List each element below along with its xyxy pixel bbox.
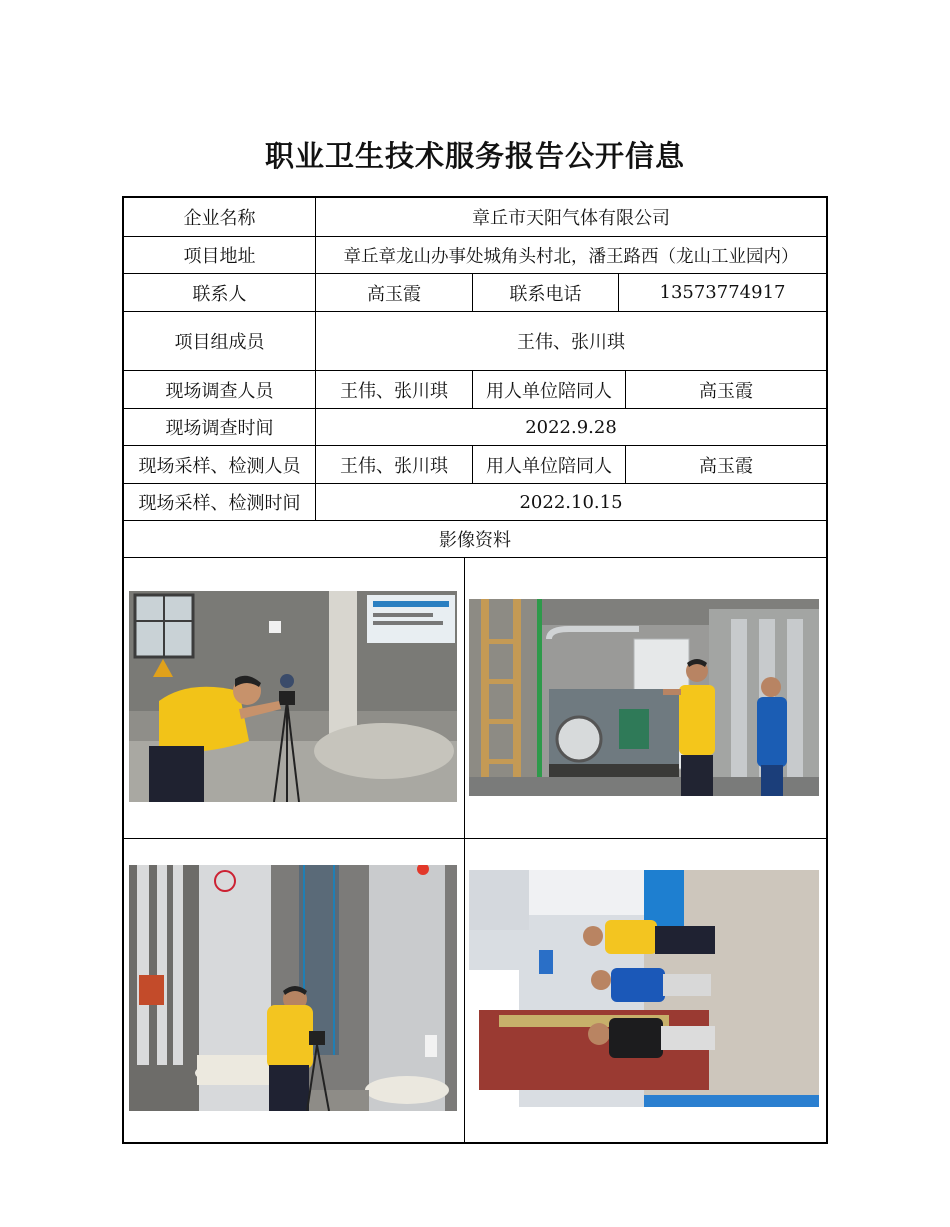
project-address-label: 项目地址 xyxy=(124,237,316,274)
survey-staff-value: 王伟、张川琪 xyxy=(316,371,473,409)
team-members-value: 王伟、张川琪 xyxy=(316,312,826,371)
contact-label: 联系人 xyxy=(124,274,316,312)
company-name-value: 章丘市天阳气体有限公司 xyxy=(316,198,826,237)
survey-companion-label: 用人单位陪同人 xyxy=(473,371,626,409)
company-name-label: 企业名称 xyxy=(124,198,316,237)
sampling-staff-label: 现场采样、检测人员 xyxy=(124,446,316,484)
worker-with-tripod-instrument-photo xyxy=(129,591,457,802)
sampling-companion-label: 用人单位陪同人 xyxy=(473,446,626,484)
phone-label: 联系电话 xyxy=(473,274,619,312)
survey-staff-label: 现场调查人员 xyxy=(124,371,316,409)
survey-companion-value: 高玉霞 xyxy=(626,371,826,409)
survey-time-label: 现场调查时间 xyxy=(124,409,316,446)
page-title: 职业卫生技术服务报告公开信息 xyxy=(264,139,685,173)
sampling-companion-value: 高玉霞 xyxy=(626,446,826,484)
team-members-label: 项目组成员 xyxy=(124,312,316,371)
tank-area-sampling-photo xyxy=(129,865,457,1111)
compressor-equipment-inspection-photo xyxy=(469,599,819,796)
contact-value: 高玉霞 xyxy=(316,274,473,312)
sampling-time-label: 现场采样、检测时间 xyxy=(124,484,316,521)
sampling-staff-value: 王伟、张川琪 xyxy=(316,446,473,484)
team-group-outdoor-photo xyxy=(469,870,819,1107)
project-address-value: 章丘章龙山办事处城角头村北，潘王路西（龙山工业园内） xyxy=(316,237,826,274)
sampling-time-value: 2022.10.15 xyxy=(316,484,826,521)
phone-value: 13573774917 xyxy=(619,274,826,312)
images-section-header: 影像资料 xyxy=(124,521,826,558)
survey-time-value: 2022.9.28 xyxy=(316,409,826,446)
